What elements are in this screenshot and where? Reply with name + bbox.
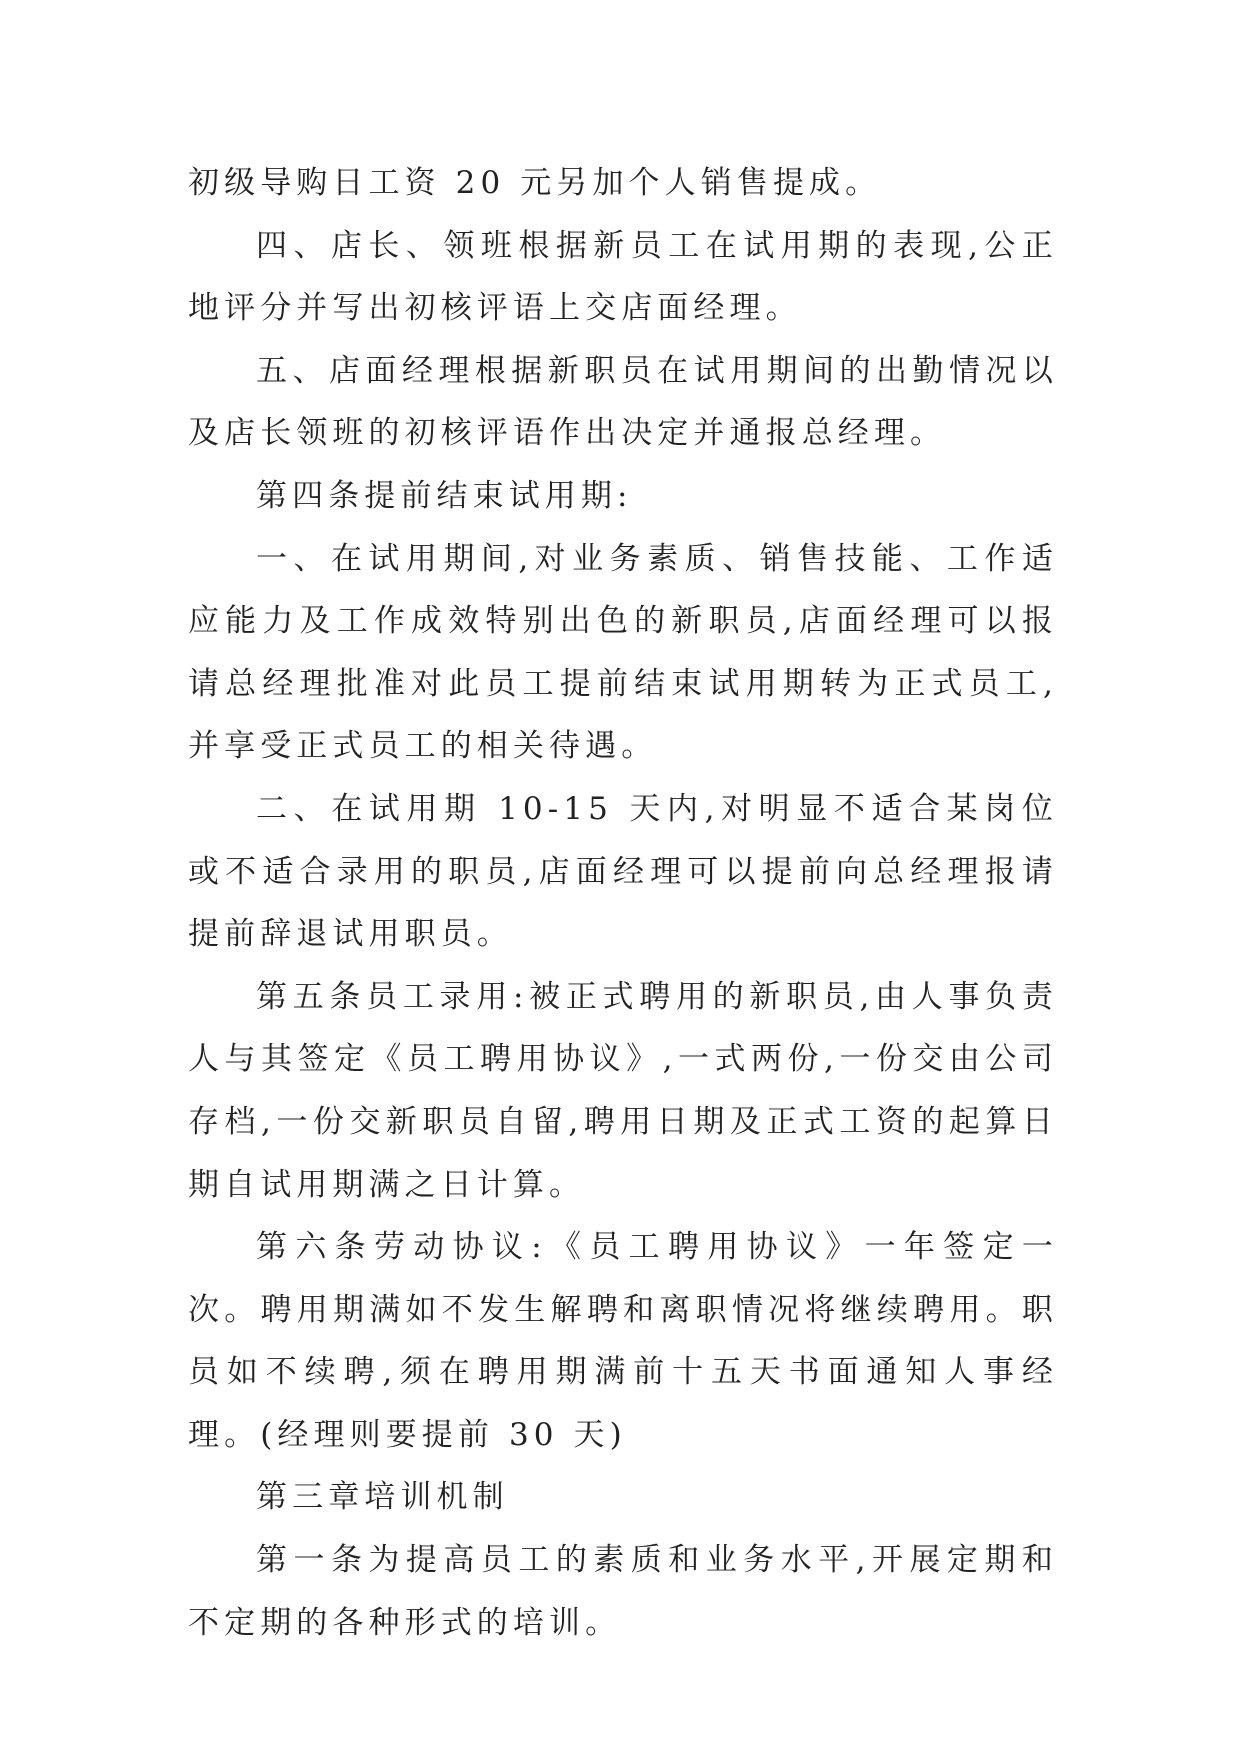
paragraph: 第五条员工录用:被正式聘用的新职员,由人事负责人与其签定《员工聘用协议》,一式两份,一份交由公司存档,一份交新职员自留,聘用日期及正式工资的起算日期自试用期满之日计算。 <box>188 978 1058 1203</box>
paragraph: 第六条劳动协议:《员工聘用协议》一年签定一次。聘用期满如不发生解聘和离职情况将继续聘用。职员如不续聘,须在聘用期满前十五天书面通知人事经理。(经理则要提前 30 天) <box>188 1229 1058 1453</box>
paragraph: 初级导购日工资 20 元另加个人销售提成。 <box>188 165 882 201</box>
paragraph: 二、在试用期 10-15 天内,对明显不适合某岗位或不适合录用的职员,店面经理可以提前向总经理报请提前辞退试用职员。 <box>188 790 1058 953</box>
document-body <box>188 152 1058 1654</box>
article-heading: 第四条提前结束试用期: <box>256 477 633 514</box>
paragraph: 四、店长、领班根据新员工在试用期的表现,公正地评分并写出初核评语上交店面经理。 <box>188 227 1058 327</box>
paragraph: 五、店面经理根据新职员在试用期间的出勤情况以及店长领班的初核评语作出决定并通报总经理。 <box>188 352 1058 452</box>
paragraph: 第一条为提高员工的素质和业务水平,开展定期和不定期的各种形式的培训。 <box>188 1542 1058 1641</box>
chapter-heading: 第三章培训机制 <box>256 1479 509 1516</box>
paragraph: 一、在试用期间,对业务素质、销售技能、工作适应能力及工作成效特别出色的新职员,店面经理可以报请总经理批准对此员工提前结束试用期转为正式员工,并享受正式员工的相关待遇。 <box>188 540 1058 765</box>
